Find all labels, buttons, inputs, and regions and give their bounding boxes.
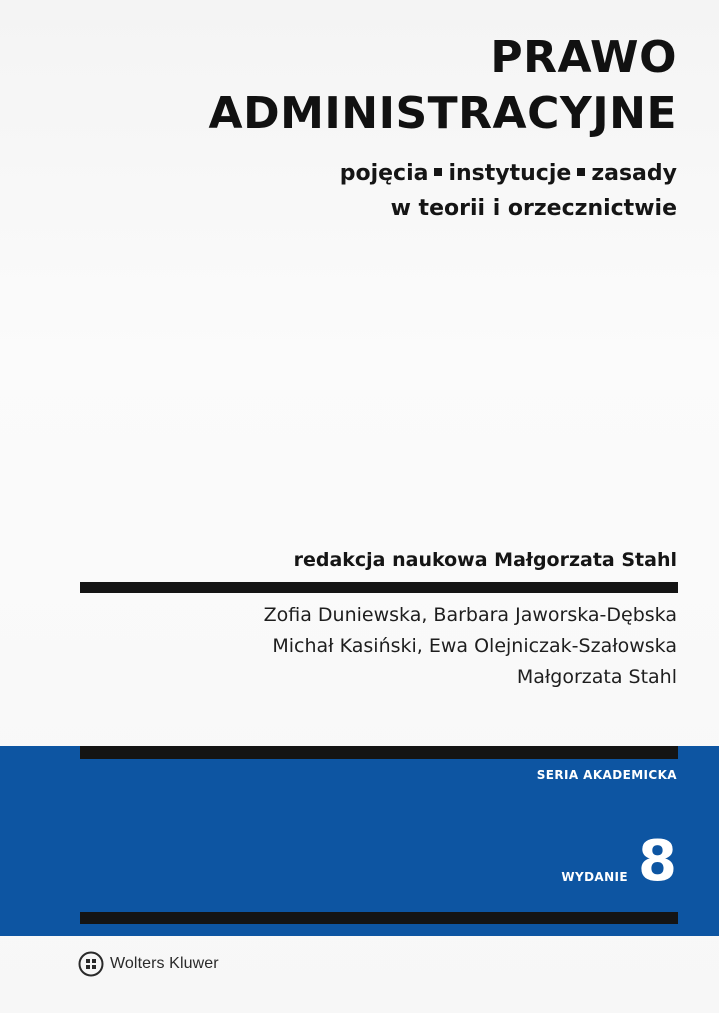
square-bullet-icon — [577, 168, 585, 176]
subtitle-term-3: zasady — [591, 161, 677, 186]
author-line-1: Zofia Duniewska, Barbara Jaworska-Dębska — [263, 604, 677, 626]
author-line-3: Małgorzata Stahl — [516, 666, 677, 688]
subtitle-line-1 — [77, 156, 677, 191]
book-title — [57, 30, 677, 142]
edition-block — [561, 829, 677, 894]
publisher-logo — [78, 951, 219, 977]
subtitle-term-1: pojęcia — [339, 161, 429, 186]
series-band — [0, 746, 719, 936]
square-bullet-icon — [434, 168, 442, 176]
edition-label: WYDANIE — [561, 870, 629, 884]
band-top-rule — [80, 746, 678, 759]
edition-number: 8 — [638, 829, 677, 894]
title-line-2: ADMINISTRACYJNE — [208, 88, 677, 139]
author-list — [57, 600, 677, 693]
subtitle-line-2: w teorii i orzecznictwie — [390, 196, 677, 221]
divider-rule — [80, 582, 678, 593]
publisher-name: Wolters Kluwer — [110, 955, 219, 972]
book-subtitle — [77, 156, 677, 226]
title-line-1: PRAWO — [490, 32, 677, 83]
wolters-kluwer-logo-icon — [78, 951, 104, 977]
series-name: SERIA AKADEMICKA — [536, 768, 677, 782]
subtitle-term-2: instytucje — [448, 161, 572, 186]
author-line-2: Michał Kasiński, Ewa Olejniczak-Szałowska — [272, 635, 677, 657]
scientific-editor: redakcja naukowa Małgorzata Stahl — [293, 549, 677, 571]
band-bottom-rule — [80, 912, 678, 924]
